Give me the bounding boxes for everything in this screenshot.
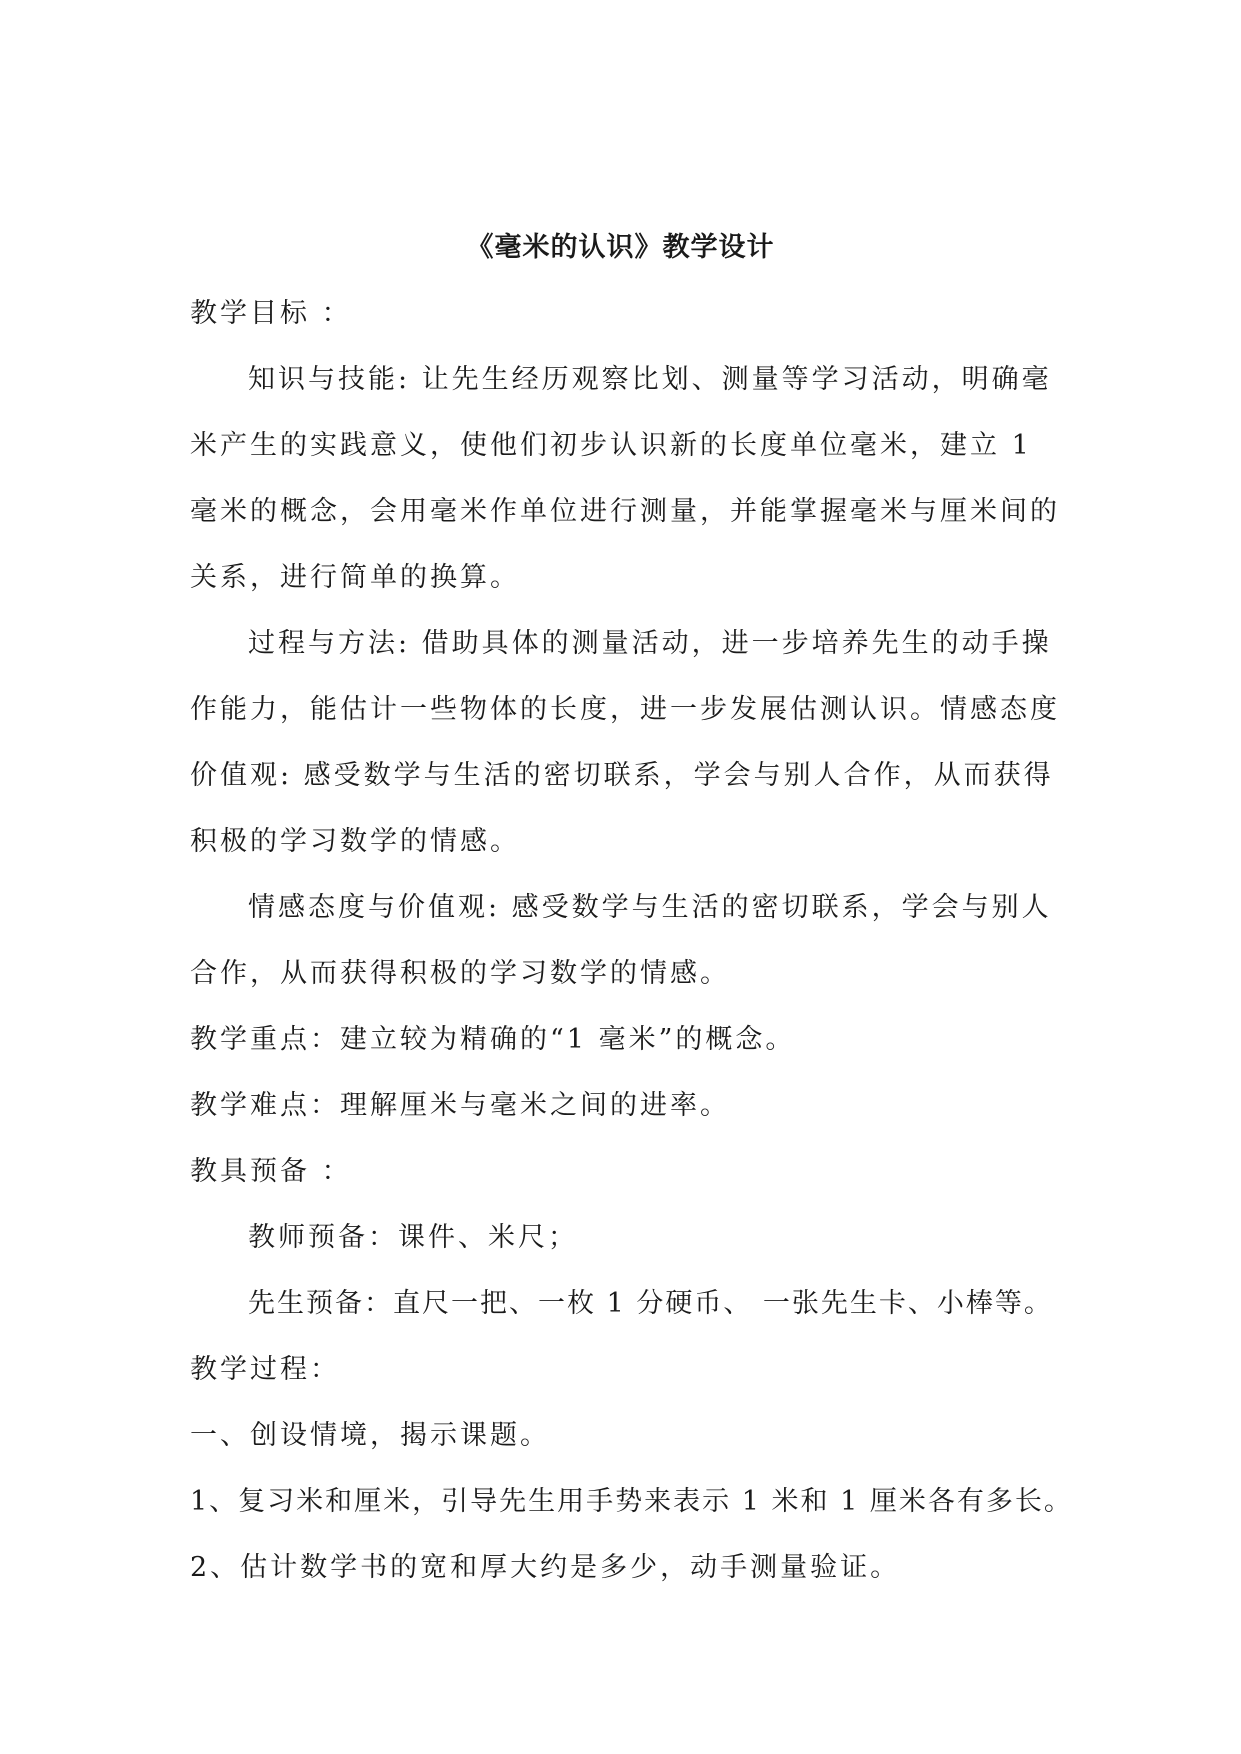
paragraph-line: 1、复习米和厘米，引导先生用手势来表示 1 米和 1 厘米各有多长。 <box>190 1486 1073 1517</box>
paragraph-line: 毫米的概念，会用毫米作单位进行测量，并能掌握毫米与厘米间的 <box>190 496 1060 527</box>
paragraph-line: 先生预备：直尺一把、一枚 1 分硬币、 一张先生卡、小棒等。 <box>248 1288 1053 1319</box>
paragraph-line: 价值观: 感受数学与生活的密切联系，学会与别人合作，从而获得 <box>190 760 1054 791</box>
document-title: 《毫米的认识》教学设计 <box>466 232 775 263</box>
paragraph-line: 合作，从而获得积极的学习数学的情感。 <box>190 958 730 989</box>
paragraph-line: 知识与技能: 让先生经历观察比划、测量等学习活动，明确毫 <box>248 364 1052 395</box>
paragraph-line: 一、创设情境，揭示课题。 <box>190 1420 550 1451</box>
paragraph-line: 积极的学习数学的情感。 <box>190 826 520 857</box>
paragraph-line: 教学目标 ： <box>190 298 352 329</box>
paragraph-line: 米产生的实践意义，使他们初步认识新的长度单位毫米，建立 1 <box>190 430 1032 461</box>
paragraph-line: 过程与方法: 借助具体的测量活动，进一步培养先生的动手操 <box>248 628 1052 659</box>
paragraph-line: 教学难点：理解厘米与毫米之间的进率。 <box>190 1090 730 1121</box>
paragraph-line: 教学重点：建立较为精确的“1 毫米”的概念。 <box>190 1024 796 1055</box>
paragraph-line: 教学过程： <box>190 1354 340 1385</box>
paragraph-line: 2、估计数学书的宽和厚大约是多少，动手测量验证。 <box>190 1552 901 1583</box>
paragraph-line: 情感态度与价值观: 感受数学与生活的密切联系，学会与别人 <box>248 892 1052 923</box>
paragraph-line: 教具预备 ： <box>190 1156 352 1187</box>
paragraph-line: 关系，进行简单的换算。 <box>190 562 520 593</box>
paragraph-line: 教师预备：课件、米尺； <box>248 1222 578 1253</box>
paragraph-line: 作能力，能估计一些物体的长度，进一步发展估测认识。情感态度 <box>190 694 1060 725</box>
